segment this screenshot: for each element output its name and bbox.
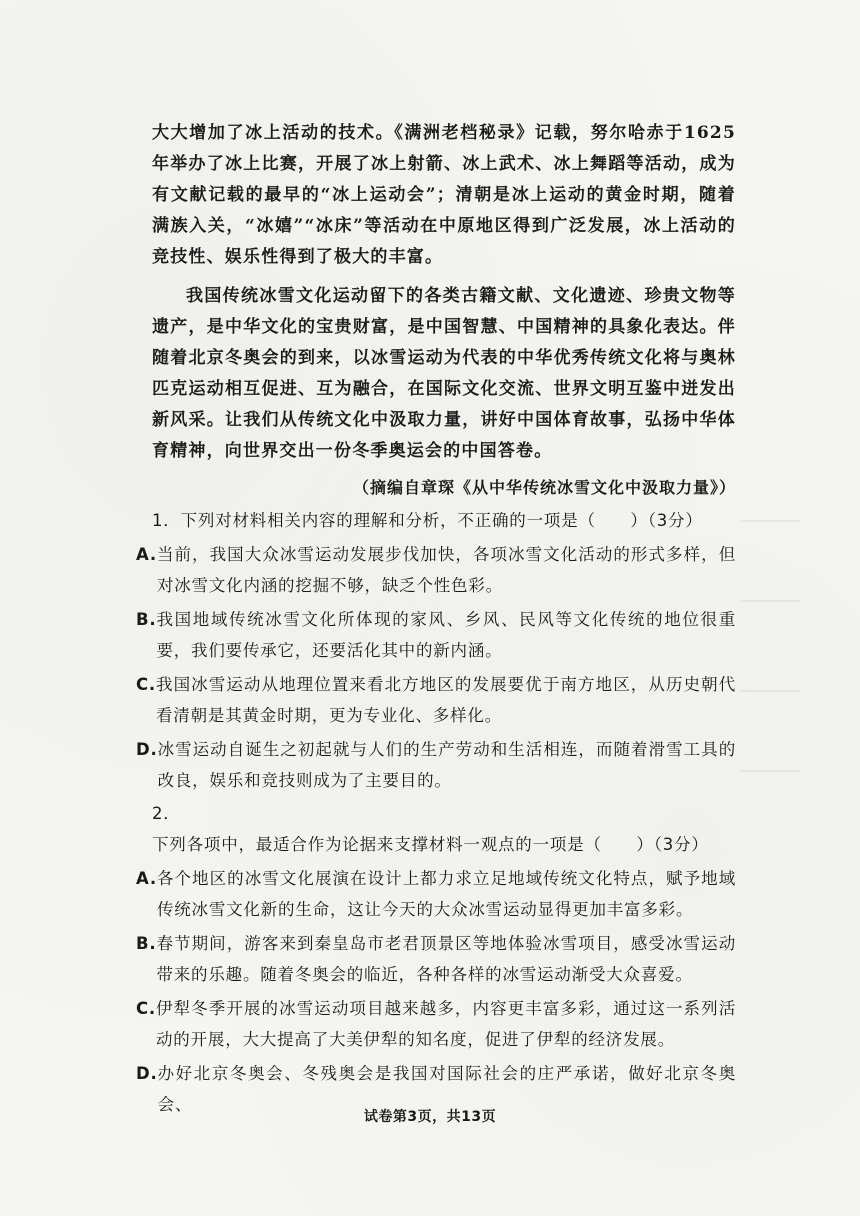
option-text: 我国地域传统冰雪文化所体现的家风、乡风、民风等文化传统的地位很重要，我们要传承它，还要活化其中的新内涵。: [156, 610, 736, 660]
option-d: [136, 734, 736, 796]
option-a: [136, 539, 736, 601]
question-2: [136, 798, 736, 1120]
page-footer: 试卷第3页，共13页: [363, 1109, 497, 1125]
option-letter: C.: [136, 999, 156, 1018]
option-letter: D.: [136, 740, 158, 759]
option-text: 各个地区的冰雪文化展演在设计上都力求立足地域传统文化特点，赋予地域传统冰雪文化新的生命，这让今天的大众冰雪运动显得更加丰富多彩。: [156, 869, 736, 919]
option-text: 当前，我国大众冰雪运动发展步伐加快，各项冰雪文化活动的形式多样，但对冰雪文化内涵的挖掘不够，缺乏个性色彩。: [156, 545, 736, 595]
question-stem: [152, 505, 736, 536]
option-text: 伊犁冬季开展的冰雪运动项目越来越多，内容更丰富多彩，通过这一系列活动的开展，大大提高了大美伊犁的知名度，促进了伊犁的经济发展。: [156, 999, 736, 1049]
option-text: 冰雪运动自诞生之初起就与人们的生产劳动和生活相连，而随着滑雪工具的改良，娱乐和竞技则成为了主要目的。: [157, 740, 736, 790]
passage-source: （摘编自章琛《从中华传统冰雪文化中汲取力量》）: [352, 478, 736, 497]
question-text: 下列各项中，最适合作为论据来支撑材料一观点的一项是（ ）（3分）: [152, 835, 709, 854]
page-content: [136, 118, 736, 1120]
bleed-through-mark: [740, 600, 800, 602]
bleed-through-mark: [740, 770, 800, 772]
option-letter: B.: [136, 610, 157, 629]
option-c: [136, 993, 736, 1055]
question-1: [136, 505, 736, 796]
question-number: 1．: [152, 511, 181, 530]
passage-paragraph-2: 我国传统冰雪文化运动留下的各类古籍文献、文化遗迹、珍贵文物等遗产，是中华文化的宝贵财富，是中国智慧、中国精神的具象化表达。伴随着北京冬奥会的到来，以冰雪运动为代表的中华优秀传统文化将与奥林匹克运动相互促进、互为融合，在国际文化交流、世界文明互鉴中迸发出新风采。让我们从传统文化中汲取力量，讲好中国体育故事，弘扬中华体育精神，向世界交出一份冬季奥运会的中国答卷。: [152, 286, 736, 461]
option-c: [136, 669, 736, 731]
option-letter: B.: [136, 934, 157, 953]
passage-paragraph-1: 大大增加了冰上活动的技术。《满洲老档秘录》记载，努尔哈赤于1625年举办了冰上比赛，开展了冰上射箭、冰上武术、冰上舞蹈等活动，成为有文献记载的最早的“冰上运动会”；清朝是冰上运动的黄金时期，随着满族入关，“冰嬉”“冰床”等活动在中原地区得到广泛发展，冰上活动的竞技性、娱乐性得到了极大的丰富。: [152, 123, 736, 267]
option-letter: A.: [136, 545, 157, 564]
bleed-through-mark: [740, 690, 800, 692]
option-text: 我国冰雪运动从地理位置来看北方地区的发展要优于南方地区，从历史朝代看清朝是其黄金时期，更为专业化、多样化。: [156, 675, 736, 725]
bleed-through-mark: [740, 520, 800, 522]
option-b: [136, 604, 736, 666]
question-stem: [152, 798, 736, 860]
option-a: [136, 863, 736, 925]
option-b: [136, 928, 736, 990]
option-letter: D.: [136, 1064, 158, 1083]
question-text: 下列对材料相关内容的理解和分析，不正确的一项是（ ）（3分）: [180, 511, 703, 530]
option-text: 春节期间，游客来到秦皇岛市老君顶景区等地体验冰雪项目，感受冰雪运动带来的乐趣。随着冬奥会的临近，各种各样的冰雪运动渐受大众喜爱。: [156, 934, 736, 984]
option-text: 办好北京冬奥会、冬残奥会是我国对国际社会的庄严承诺，做好北京冬奥会、: [157, 1064, 736, 1114]
question-number: 2．: [152, 804, 181, 823]
option-letter: A.: [136, 869, 157, 888]
option-letter: C.: [136, 675, 156, 694]
